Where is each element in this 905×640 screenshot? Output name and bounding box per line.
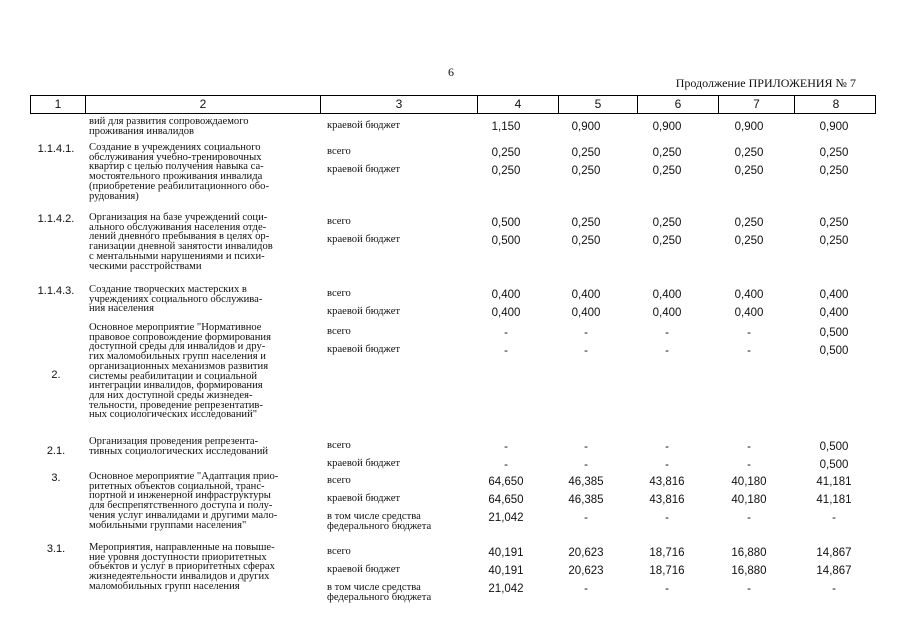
value-cell: 0,400 — [734, 307, 764, 319]
value-cell: 0,250 — [491, 165, 521, 177]
value-cell: 0,250 — [652, 217, 682, 229]
funding-source: краевой бюджет — [327, 120, 401, 131]
row-number: 3.1. — [46, 543, 66, 555]
value-cell: 0,250 — [734, 217, 764, 229]
funding-source: всего — [327, 475, 351, 486]
value-cell: 40,180 — [731, 476, 767, 488]
value-cell: 0,400 — [652, 289, 682, 301]
header-cell-4: 4 — [477, 96, 558, 113]
value-cell: 0,900 — [819, 121, 849, 133]
value-cell: 0,400 — [819, 307, 849, 319]
value-cell: 41,181 — [816, 476, 852, 488]
value-cell: 0,250 — [571, 165, 601, 177]
value-cell: 40,191 — [488, 547, 524, 559]
value-cell: 0,400 — [734, 289, 764, 301]
header-cell-5: 5 — [558, 96, 637, 113]
value-cell: 46,385 — [568, 494, 604, 506]
funding-source: в том числе средства федерального бюджета — [327, 511, 432, 532]
value-cell: 1,150 — [491, 121, 521, 133]
value-cell: - — [832, 512, 836, 524]
value-cell: 0,500 — [819, 441, 849, 453]
value-cell: 0,250 — [571, 235, 601, 247]
header-cell-3: 3 — [320, 96, 477, 113]
funding-source: всего — [327, 326, 351, 337]
value-cell: - — [584, 441, 588, 453]
value-cell: - — [665, 345, 669, 357]
value-cell: - — [665, 459, 669, 471]
value-cell: 0,250 — [819, 217, 849, 229]
funding-source: краевой бюджет — [327, 306, 401, 317]
value-cell: - — [665, 327, 669, 339]
funding-source: всего — [327, 216, 351, 227]
row-number: 1.1.4.3. — [37, 285, 75, 297]
value-cell: - — [584, 583, 588, 595]
funding-source: краевой бюджет — [327, 564, 401, 575]
row-title: Организация на базе учреждений соци- ального обслуживания населения отде- лений дневного пребывания в целях ор- ганизации дневной занятости инвалидов с ментальными нарушениями и психи- ческими расстройствами — [89, 212, 273, 272]
row-title: Организация проведения репрезента- тивных социологических исследований — [89, 436, 269, 457]
value-cell: 0,500 — [491, 217, 521, 229]
row-title: вий для развития сопровождаемого проживания инвалидов — [89, 116, 249, 137]
value-cell: 0,250 — [819, 235, 849, 247]
value-cell: 41,181 — [816, 494, 852, 506]
row-title: Создание творческих мастерских в учреждениях социального обслужива- ния населения — [89, 284, 263, 315]
funding-source: всего — [327, 546, 351, 557]
row-number: 2. — [51, 369, 61, 381]
value-cell: - — [665, 512, 669, 524]
funding-source: краевой бюджет — [327, 344, 401, 355]
value-cell: - — [665, 583, 669, 595]
value-cell: - — [504, 441, 508, 453]
value-cell: 0,250 — [491, 147, 521, 159]
value-cell: 64,650 — [488, 494, 524, 506]
value-cell: - — [584, 459, 588, 471]
value-cell: 20,623 — [568, 547, 604, 559]
value-cell: 0,250 — [652, 235, 682, 247]
value-cell: - — [504, 345, 508, 357]
value-cell: 16,880 — [731, 565, 767, 577]
value-cell: 0,400 — [819, 289, 849, 301]
value-cell: 0,250 — [734, 147, 764, 159]
continuation-caption: Продолжение ПРИЛОЖЕНИЯ № 7 — [675, 76, 856, 90]
header-cell-7: 7 — [718, 96, 794, 113]
value-cell: 0,250 — [819, 165, 849, 177]
row-title: Основное мероприятие "Адаптация прио- ритетных объектов социальной, транс- портной и инженерной инфраструктуры для беспрепятственного доступа и полу- чения услуг инвалидами и другими мало- мобильными группами населения" — [89, 471, 279, 531]
value-cell: 0,900 — [652, 121, 682, 133]
header-cell-6: 6 — [637, 96, 718, 113]
value-cell: 43,816 — [649, 494, 685, 506]
value-cell: 0,900 — [571, 121, 601, 133]
value-cell: 18,716 — [649, 565, 685, 577]
header-cell-8: 8 — [794, 96, 877, 113]
funding-source: краевой бюджет — [327, 493, 401, 504]
value-cell: 0,250 — [734, 235, 764, 247]
funding-source: краевой бюджет — [327, 458, 401, 469]
row-title: Создание в учреждениях социального обслуживания учебно-тренировочных квартир с целью получения навыка са- мостоятельного проживания инвалида (приобретение реабилитационного обо- рудования) — [89, 142, 269, 202]
value-cell: - — [584, 327, 588, 339]
value-cell: 0,400 — [571, 307, 601, 319]
value-cell: 0,500 — [819, 327, 849, 339]
value-cell: - — [584, 345, 588, 357]
row-number: 1.1.4.1. — [37, 143, 75, 155]
value-cell: 0,900 — [734, 121, 764, 133]
value-cell: 0,250 — [819, 147, 849, 159]
value-cell: 0,500 — [819, 459, 849, 471]
value-cell: 0,500 — [491, 235, 521, 247]
value-cell: 0,500 — [819, 345, 849, 357]
row-number: 2.1. — [46, 445, 66, 457]
value-cell: 14,867 — [816, 547, 852, 559]
value-cell: 40,191 — [488, 565, 524, 577]
value-cell: 21,042 — [488, 583, 524, 595]
header-cell-1: 1 — [54, 97, 62, 111]
funding-source: всего — [327, 440, 351, 451]
value-cell: - — [584, 512, 588, 524]
value-cell: - — [504, 459, 508, 471]
value-cell: 0,400 — [491, 307, 521, 319]
value-cell: 0,250 — [734, 165, 764, 177]
funding-source: краевой бюджет — [327, 164, 401, 175]
value-cell: - — [747, 441, 751, 453]
value-cell: 0,400 — [652, 307, 682, 319]
value-cell: 0,250 — [571, 217, 601, 229]
value-cell: - — [832, 583, 836, 595]
value-cell: - — [747, 327, 751, 339]
value-cell: 18,716 — [649, 547, 685, 559]
value-cell: 14,867 — [816, 565, 852, 577]
value-cell: - — [747, 512, 751, 524]
header-cell-2: 2 — [85, 96, 320, 113]
value-cell: 0,250 — [652, 165, 682, 177]
row-title: Мероприятия, направленные на повыше- ние уровня доступности приоритетных объектов и услуг в приоритетных сферах жизнедеятельности инвалидов и других маломобильных групп населения — [89, 542, 275, 592]
value-cell: 16,880 — [731, 547, 767, 559]
value-cell: 40,180 — [731, 494, 767, 506]
value-cell: 43,816 — [649, 476, 685, 488]
funding-source: в том числе средства федерального бюджета — [327, 582, 432, 603]
page-number: 6 — [448, 65, 454, 79]
value-cell: 46,385 — [568, 476, 604, 488]
funding-source: всего — [327, 288, 351, 299]
row-number: 3. — [51, 472, 61, 484]
value-cell: 0,400 — [491, 289, 521, 301]
value-cell: - — [747, 459, 751, 471]
funding-source: краевой бюджет — [327, 234, 401, 245]
value-cell: 0,400 — [571, 289, 601, 301]
value-cell: - — [665, 441, 669, 453]
value-cell: 21,042 — [488, 512, 524, 524]
funding-source: всего — [327, 146, 351, 157]
row-number: 1.1.4.2. — [37, 213, 75, 225]
value-cell: - — [747, 345, 751, 357]
value-cell: 64,650 — [488, 476, 524, 488]
value-cell: 0,250 — [652, 147, 682, 159]
value-cell: - — [747, 583, 751, 595]
value-cell: - — [504, 327, 508, 339]
value-cell: 0,250 — [571, 147, 601, 159]
value-cell: 20,623 — [568, 565, 604, 577]
row-title: Основное мероприятие "Нормативное правовое сопровождение формирования доступной среды для инвалидов и дру- гих маломобильных групп населения и организационных механизмов развития системы реабилитации и социальной интеграции инвалидов, формирования для них доступной среды жизнедея- тельности, проведение репрезентатив- ных социологических исследований" — [89, 322, 271, 421]
